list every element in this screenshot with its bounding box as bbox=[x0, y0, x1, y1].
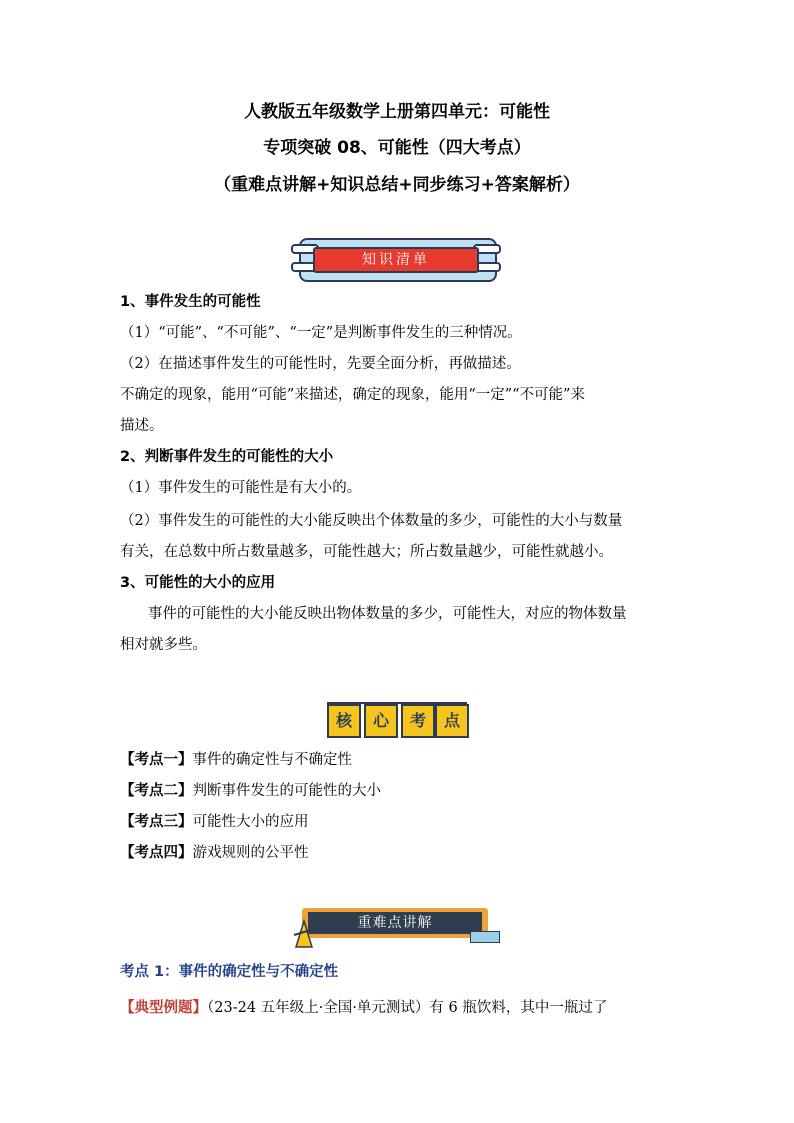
banner-flag: 考 bbox=[401, 704, 435, 738]
point-item bbox=[120, 812, 680, 832]
paragraph: 事件的可能性的大小能反映出物体数量的多少，可能性大，对应的物体数量 bbox=[148, 606, 627, 622]
doc-subtitle-2: （重难点讲解+知识总结+同步练习+答案解析） bbox=[214, 175, 580, 195]
banner-flag: 核 bbox=[327, 704, 361, 738]
banner-label: 重难点讲解 bbox=[308, 912, 482, 934]
paragraph: （1）事件发生的可能性是有大小的。 bbox=[120, 480, 362, 496]
point-tag: 【考点四】 bbox=[120, 845, 193, 861]
point-item bbox=[120, 750, 680, 770]
point-item bbox=[120, 781, 680, 801]
paragraph: （2）在描述事件发生的可能性时，先要全面分析，再做描述。 bbox=[120, 356, 521, 372]
kaodian-heading: 考点 1：事件的确定性与不确定性 bbox=[120, 964, 339, 980]
paragraph: 相对就多些。 bbox=[120, 637, 207, 653]
banner-flag: 点 bbox=[435, 704, 469, 738]
banner-flag: 心 bbox=[364, 704, 398, 738]
section-heading: 2、判断事件发生的可能性的大小 bbox=[120, 449, 334, 465]
doc-subtitle: 专项突破 08、可能性（四大考点） bbox=[263, 138, 531, 158]
book-icon bbox=[470, 931, 500, 943]
example-tag: 【典型例题】 bbox=[120, 1000, 207, 1016]
point-item bbox=[120, 843, 680, 863]
core-points-banner bbox=[325, 700, 469, 738]
paragraph: （2）事件发生的可能性的大小能反映出个体数量的多少，可能性的大小与数量 bbox=[120, 513, 623, 529]
doc-title: 人教版五年级数学上册第四单元：可能性 bbox=[244, 102, 550, 122]
point-tag: 【考点二】 bbox=[120, 783, 193, 799]
banner-label: 知识清单 bbox=[313, 247, 479, 273]
section-heading: 1、事件发生的可能性 bbox=[120, 294, 261, 310]
paragraph: 不确定的现象，能用“可能”来描述，确定的现象，能用“一定”“不可能”来 bbox=[120, 387, 585, 403]
knowledge-list-banner bbox=[291, 238, 501, 280]
point-tag: 【考点三】 bbox=[120, 814, 193, 830]
ruler-compass-icon bbox=[292, 917, 316, 951]
key-difficult-banner bbox=[292, 905, 502, 949]
paragraph: 有关，在总数中所占数量越多，可能性越大；所占数量越少，可能性就越小。 bbox=[120, 544, 613, 560]
paragraph: 描述。 bbox=[120, 418, 164, 434]
example-text: （23-24 五年级上·全国·单元测试）有 6 瓶饮料，其中一瓶过了 bbox=[207, 1000, 608, 1016]
paragraph: （1）“可能”、“不可能”、“一定”是判断事件发生的三种情况。 bbox=[120, 325, 522, 341]
point-text: 事件的确定性与不确定性 bbox=[192, 752, 352, 768]
example-line bbox=[120, 998, 680, 1018]
section-heading: 3、可能性的大小的应用 bbox=[120, 575, 276, 591]
point-text: 游戏规则的公平性 bbox=[192, 845, 309, 861]
point-text: 可能性大小的应用 bbox=[192, 814, 309, 830]
point-text: 判断事件发生的可能性的大小 bbox=[192, 783, 381, 799]
point-tag: 【考点一】 bbox=[120, 752, 193, 768]
